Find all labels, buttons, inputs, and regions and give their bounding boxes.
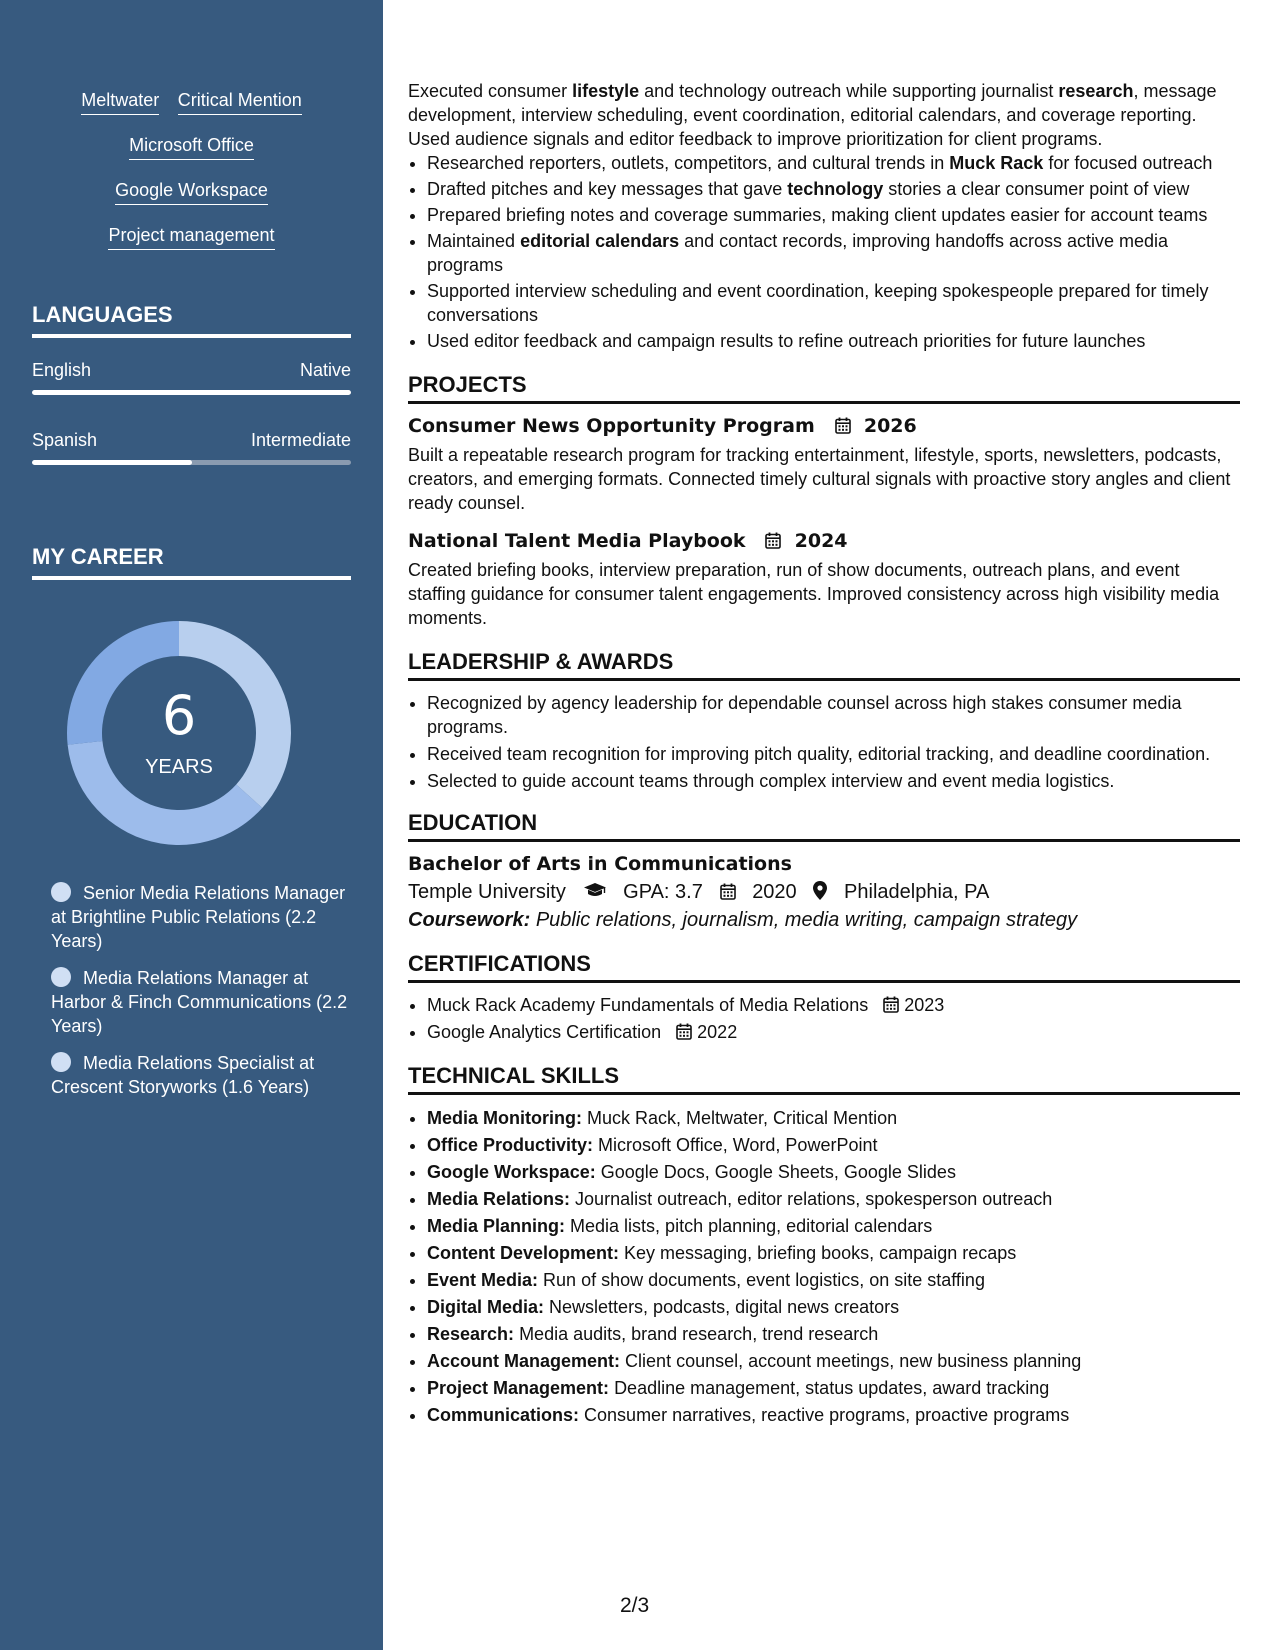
- skill-item: [427, 1267, 1240, 1294]
- certifications-heading: CERTIFICATIONS: [408, 950, 1240, 983]
- project-title: Consumer News Opportunity Program: [408, 415, 815, 437]
- language-proficiency-bar: [32, 390, 351, 395]
- certification-year: 2022: [697, 1022, 738, 1042]
- skill-value: Journalist outreach, editor relations, spokesperson outreach: [575, 1189, 1053, 1209]
- skill-item: [427, 1159, 1240, 1186]
- project-item: [408, 414, 1240, 515]
- skill-tags-row-1: [0, 89, 383, 115]
- skill-value: Newsletters, podcasts, digital news creators: [549, 1297, 900, 1317]
- career-total-years: 6: [161, 684, 197, 747]
- experience-bullets: [408, 151, 1240, 353]
- summary-text: , message development, interview scheduling, event coordination, editorial calendars, and coverage reporting. Used audience signals and editor feedback to improve prioritization for client programs.: [408, 81, 1217, 149]
- skill-item: [427, 1132, 1240, 1159]
- skill-item: [427, 1105, 1240, 1132]
- skill-tag: Google Workspace: [115, 179, 268, 205]
- graduation-cap-icon: [583, 882, 607, 899]
- language-name: Spanish: [32, 430, 98, 450]
- skill-label: Media Monitoring:: [427, 1108, 582, 1128]
- certification-name: Muck Rack Academy Fundamentals of Media Relations: [427, 995, 869, 1015]
- leadership-heading: LEADERSHIP & AWARDS: [408, 648, 1240, 681]
- bullet-text: Researched reporters, outlets, competitors, and cultural trends in: [427, 153, 950, 173]
- certifications-list: [408, 993, 1240, 1044]
- skill-item: [427, 1240, 1240, 1267]
- skill-label: Office Productivity:: [427, 1135, 594, 1155]
- technical-skills-heading: TECHNICAL SKILLS: [408, 1062, 1240, 1095]
- skill-tags-row-3: [0, 179, 383, 205]
- skill-label: Project Management:: [427, 1378, 610, 1398]
- skill-value: Microsoft Office, Word, PowerPoint: [598, 1135, 878, 1155]
- bullet-text: stories a clear consumer point of view: [883, 179, 1190, 199]
- skill-tag: Critical Mention: [178, 89, 302, 115]
- skill-label: Media Planning:: [427, 1216, 566, 1236]
- project-year: 2026: [863, 415, 917, 437]
- career-item-text: Media Relations Specialist at Crescent Storyworks (1.6 Years): [51, 1053, 315, 1097]
- bullet-text: Maintained: [427, 231, 521, 251]
- skill-item: [427, 1213, 1240, 1240]
- skill-value: Media audits, brand research, trend research: [519, 1324, 879, 1344]
- education-heading: EDUCATION: [408, 809, 1240, 842]
- summary-keyword: lifestyle: [572, 81, 640, 101]
- coursework-text: Public relations, journalism, media writing, campaign strategy: [535, 909, 1078, 931]
- language-proficiency-fill: [32, 460, 192, 465]
- language-proficiency-fill: [32, 390, 351, 395]
- project-description: Created briefing books, interview preparation, run of show documents, outreach plans, and event staffing guidance for consumer talent engagements. Improved consistency across high visibility media moments.: [408, 560, 1220, 628]
- skill-label: Event Media:: [427, 1270, 539, 1290]
- bullet-dot-icon: [51, 882, 71, 902]
- certification-item: [427, 993, 1240, 1017]
- leadership-list: [408, 691, 1240, 793]
- education-school: Temple University: [408, 881, 566, 903]
- bullet-text: Drafted pitches and key messages that gave: [427, 179, 788, 199]
- bullet-dot-icon: [51, 1052, 71, 1072]
- bullet-keyword: editorial calendars: [520, 231, 680, 251]
- project-title: National Talent Media Playbook: [408, 530, 746, 552]
- bullet-dot-icon: [51, 967, 71, 987]
- skill-value: Deadline management, status updates, award tracking: [614, 1378, 1050, 1398]
- experience-bullet: • Supported interview scheduling and event coordination, keeping spokespeople prepared for timely conversations: [427, 279, 1240, 327]
- calendar-icon: [676, 1023, 692, 1040]
- language-level: Intermediate: [250, 430, 351, 450]
- skill-value: Client counsel, account meetings, new business planning: [625, 1351, 1082, 1371]
- sidebar: [0, 0, 383, 1650]
- bullet-text: for focused outreach: [1043, 153, 1213, 173]
- project-title-row: [408, 529, 1240, 553]
- calendar-icon: [765, 532, 781, 549]
- project-title-row: [408, 414, 1240, 438]
- language-proficiency-bar: [32, 460, 351, 465]
- skill-value: Muck Rack, Meltwater, Critical Mention: [587, 1108, 898, 1128]
- career-item-text: Media Relations Manager at Harbor & Finch Communications (2.2 Years): [51, 968, 348, 1036]
- main-content: [408, 79, 1240, 1429]
- skill-item: [427, 1294, 1240, 1321]
- career-item: [51, 966, 351, 1038]
- skill-tag: Project management: [108, 224, 274, 250]
- career-item: [51, 1051, 351, 1099]
- skill-value: Google Docs, Google Sheets, Google Slides: [600, 1162, 956, 1182]
- skill-item: [427, 1186, 1240, 1213]
- bullet-keyword: technology: [787, 179, 884, 199]
- project-description: Built a repeatable research program for tracking entertainment, lifestyle, sports, newsletters, podcasts, creators, and emerging formats. Connected timely cultural signals with proactive story angles and client ready counsel.: [408, 445, 1231, 513]
- certification-name: Google Analytics Certification: [427, 1022, 662, 1042]
- calendar-icon: [835, 417, 851, 434]
- experience-bullet: [427, 177, 1240, 201]
- education-gpa: GPA: 3.7: [623, 881, 703, 903]
- education-coursework: [408, 906, 1240, 934]
- career-item-text: Senior Media Relations Manager at Brightline Public Relations (2.2 Years): [51, 883, 346, 951]
- skill-tag: Microsoft Office: [129, 134, 254, 160]
- career-item: [51, 881, 351, 953]
- skill-label: Account Management:: [427, 1351, 621, 1371]
- experience-bullet: • Prepared briefing notes and coverage summaries, making client updates easier for account teams: [427, 203, 1240, 227]
- summary-text: Executed consumer: [408, 81, 573, 101]
- skill-value: Key messaging, briefing books, campaign recaps: [624, 1243, 1017, 1263]
- career-donut-chart: [66, 620, 292, 846]
- leadership-item: • Selected to guide account teams through complex interview and event media logistics.: [427, 769, 1240, 793]
- skill-value: Run of show documents, event logistics, on site staffing: [543, 1270, 985, 1290]
- leadership-item: • Received team recognition for improving pitch quality, editorial tracking, and deadline coordination.: [427, 742, 1240, 766]
- career-total-unit: YEARS: [145, 756, 213, 778]
- certification-year: 2023: [904, 995, 945, 1015]
- education-degree: Bachelor of Arts in Communications: [408, 853, 792, 875]
- skill-item: [427, 1375, 1240, 1402]
- languages-heading: LANGUAGES: [32, 302, 351, 338]
- experience-bullet: [427, 229, 1240, 277]
- skill-value: Media lists, pitch planning, editorial calendars: [570, 1216, 933, 1236]
- skill-label: Content Development:: [427, 1243, 620, 1263]
- coursework-label: Coursework:: [408, 909, 531, 931]
- education-details: [408, 879, 1240, 906]
- language-name: English: [32, 360, 92, 380]
- skill-item: [427, 1321, 1240, 1348]
- skill-label: Communications:: [427, 1405, 580, 1425]
- skill-label: Google Workspace:: [427, 1162, 596, 1182]
- project-item: [408, 529, 1240, 630]
- project-year: 2024: [794, 530, 848, 552]
- experience-summary: [408, 79, 1240, 151]
- skill-item: [427, 1402, 1240, 1429]
- calendar-icon: [720, 883, 736, 900]
- education-location: Philadelphia, PA: [844, 881, 990, 903]
- technical-skills-list: [408, 1105, 1240, 1429]
- skill-tags-row-2: [0, 134, 383, 160]
- language-level: Native: [299, 360, 351, 380]
- skill-label: Digital Media:: [427, 1297, 545, 1317]
- experience-bullet: [427, 151, 1240, 175]
- skill-tags-row-4: [0, 224, 383, 250]
- summary-text: and technology outreach while supporting journalist: [639, 81, 1059, 101]
- summary-keyword: research: [1058, 81, 1134, 101]
- career-list: [51, 881, 351, 1112]
- skill-label: Media Relations:: [427, 1189, 571, 1209]
- career-heading: MY CAREER: [32, 544, 351, 580]
- bullet-text: and contact records, improving handoffs across active media programs: [427, 231, 1169, 275]
- skill-item: [427, 1348, 1240, 1375]
- certification-item: [427, 1020, 1240, 1044]
- skill-label: Research:: [427, 1324, 515, 1344]
- skill-value: Consumer narratives, reactive programs, proactive programs: [584, 1405, 1070, 1425]
- bullet-keyword: Muck Rack: [949, 153, 1044, 173]
- skill-tag: Meltwater: [81, 89, 159, 115]
- experience-bullet: • Used editor feedback and campaign results to refine outreach priorities for future launches: [427, 329, 1240, 353]
- leadership-item: • Recognized by agency leadership for dependable counsel across high stakes consumer media programs.: [427, 691, 1240, 739]
- projects-heading: PROJECTS: [408, 371, 1240, 404]
- location-pin-icon: [813, 881, 827, 900]
- education-year: 2020: [752, 881, 797, 903]
- page-number: 2/3: [620, 1594, 650, 1617]
- calendar-icon: [883, 996, 899, 1013]
